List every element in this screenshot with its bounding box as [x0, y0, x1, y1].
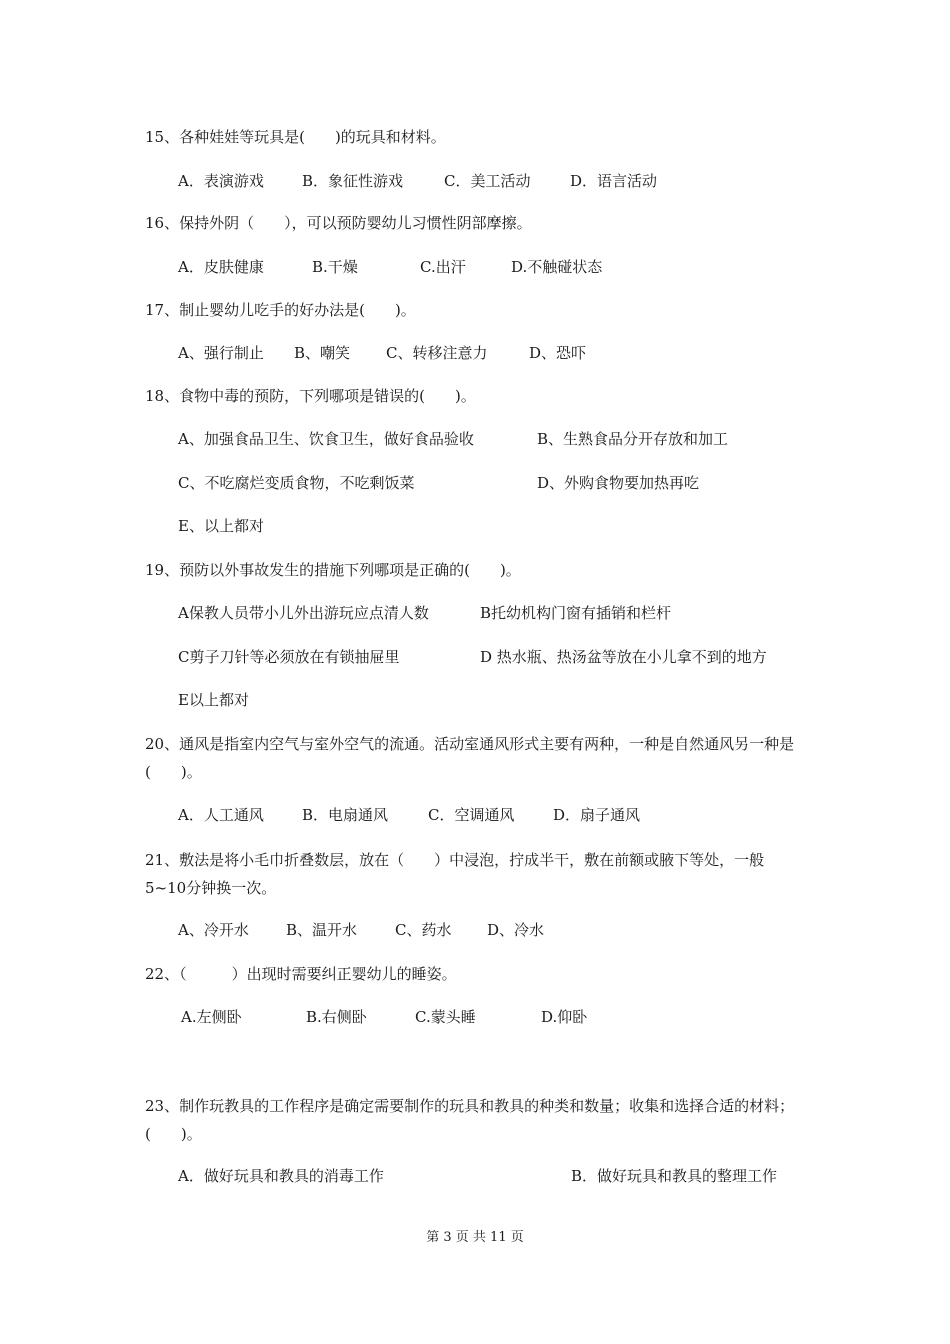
- q15-option-a: A．表演游戏: [178, 172, 264, 190]
- q16-option-b: B.干燥: [312, 258, 358, 276]
- page-number: 第 3 页 共 11 页: [426, 1230, 524, 1245]
- q18-option-b: B、生熟食品分开存放和加工: [537, 430, 729, 448]
- q17-option-c: C、转移注意力: [386, 344, 488, 362]
- q19-option-a: A保教人员带小儿外出游玩应点清人数: [178, 604, 429, 622]
- question-19: 19、预防以外事故发生的措施下列哪项是正确的( )。: [145, 561, 521, 579]
- q22-option-d: D.仰卧: [541, 1008, 588, 1026]
- question-23: 23、制作玩教具的工作程序是确定需要制作的玩具和教具的种类和数量；收集和选择合适的材料；( )。: [145, 1097, 795, 1143]
- q17-option-d: D、恐吓: [529, 344, 587, 362]
- q18-option-c: C、不吃腐烂变质食物，不吃剩饭菜: [178, 474, 415, 492]
- q23-option-a: A．做好玩具和教具的消毒工作: [178, 1167, 384, 1185]
- q16-option-a: A．皮肤健康: [178, 258, 264, 276]
- question-17: 17、制止婴幼儿吃手的好办法是( )。: [145, 301, 416, 319]
- q21-option-a: A、冷开水: [178, 921, 249, 939]
- question-16: 16、保持外阴（ ），可以预防婴幼儿习惯性阴部摩擦。: [145, 214, 532, 232]
- question-22: 22、（ ）出现时需要纠正婴幼儿的睡姿。: [145, 965, 457, 983]
- q18-option-d: D、外购食物要加热再吃: [537, 474, 700, 492]
- q22-option-b: B.右侧卧: [306, 1008, 367, 1026]
- q18-option-a: A、加强食品卫生、饮食卫生，做好食品验收: [178, 430, 474, 448]
- question-18: 18、食物中毒的预防，下列哪项是错误的( )。: [145, 387, 476, 405]
- q16-option-d: D.不触碰状态: [511, 258, 603, 276]
- q22-option-c: C.蒙头睡: [415, 1008, 476, 1026]
- q16-option-c: C.出汗: [420, 258, 466, 276]
- question-21: 21、敷法是将小毛巾折叠数层，放在（ ）中浸泡，拧成半干，敷在前额或腋下等处，一般5~10分钟换一次。: [145, 851, 765, 897]
- question-15: 15、各种娃娃等玩具是( )的玩具和材料。: [145, 128, 446, 146]
- q20-option-d: D．扇子通风: [553, 806, 641, 824]
- q20-option-c: C．空调通风: [428, 806, 515, 824]
- q19-option-c: C剪子刀针等必须放在有锁抽屉里: [178, 648, 400, 666]
- q19-option-d: D 热水瓶、热汤盆等放在小儿拿不到的地方: [480, 648, 767, 666]
- q22-option-a: A.左侧卧: [181, 1008, 242, 1026]
- q19-option-b: B托幼机构门窗有插销和栏杆: [480, 604, 672, 622]
- q17-option-a: A、强行制止: [178, 344, 264, 362]
- q15-option-d: D．语言活动: [570, 172, 658, 190]
- q17-option-b: B、嘲笑: [294, 344, 351, 362]
- q21-option-d: D、冷水: [487, 921, 545, 939]
- q21-option-b: B、温开水: [286, 921, 358, 939]
- q20-option-a: A．人工通风: [178, 806, 264, 824]
- q19-option-e: E以上都对: [178, 691, 249, 709]
- q20-option-b: B．电扇通风: [302, 806, 389, 824]
- q23-option-b: B．做好玩具和教具的整理工作: [571, 1167, 778, 1185]
- q18-option-e: E、以上都对: [178, 517, 264, 535]
- q15-option-c: C．美工活动: [444, 172, 531, 190]
- q15-option-b: B．象征性游戏: [302, 172, 404, 190]
- q21-option-c: C、药水: [395, 921, 452, 939]
- question-20: 20、通风是指室内空气与室外空气的流通。活动室通风形式主要有两种，一种是自然通风另一种是( )。: [145, 735, 795, 781]
